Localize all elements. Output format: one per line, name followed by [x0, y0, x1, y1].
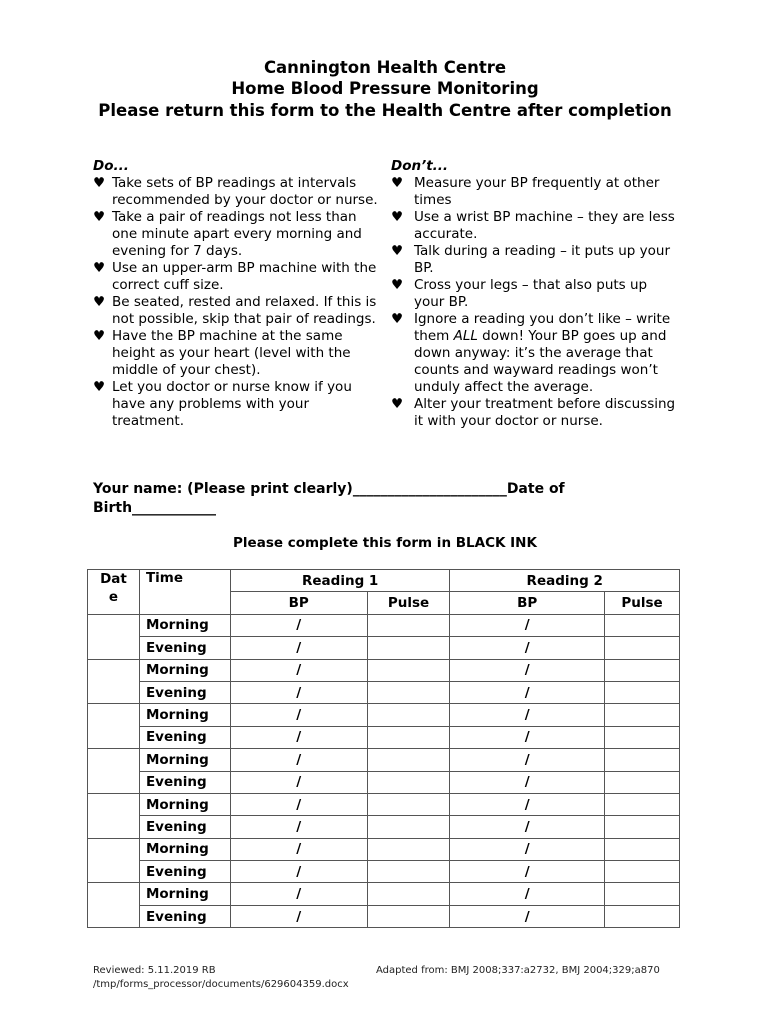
- bp2-cell[interactable]: /: [450, 681, 605, 703]
- do-item: [93, 260, 383, 294]
- heart-icon: ♥: [391, 396, 404, 412]
- table-row: [88, 726, 680, 748]
- bp2-cell[interactable]: /: [450, 771, 605, 793]
- dont-item: [391, 311, 681, 396]
- do-item-text: Let you doctor or nurse know if you have any problems with your treatment.: [112, 379, 352, 429]
- do-item: [93, 328, 383, 379]
- date-cell[interactable]: [88, 838, 140, 883]
- bp1-cell[interactable]: /: [230, 771, 367, 793]
- pulse2-cell[interactable]: [605, 905, 680, 927]
- do-item-text: Take a pair of readings not less than one minute apart every morning and evening for 7 days.: [112, 209, 362, 259]
- pulse1-cell[interactable]: [367, 771, 450, 793]
- pulse1-cell[interactable]: [367, 861, 450, 883]
- date-cell[interactable]: [88, 793, 140, 838]
- heart-icon: ♥: [93, 294, 106, 310]
- bp2-cell[interactable]: /: [450, 749, 605, 771]
- bp2-cell[interactable]: /: [450, 816, 605, 838]
- clinic-name: Cannington Health Centre: [263, 58, 507, 77]
- table-row: [88, 793, 680, 815]
- dont-item-text: Cross your legs – that also puts up your BP.: [414, 277, 648, 310]
- heart-icon: ♥: [93, 175, 106, 191]
- time-cell: Morning: [139, 614, 230, 636]
- bp2-cell[interactable]: /: [450, 659, 605, 681]
- pulse1-cell[interactable]: [367, 816, 450, 838]
- reading2-header: Reading 2: [450, 570, 680, 592]
- form-title: Home Blood Pressure Monitoring: [231, 79, 539, 98]
- bp2-cell[interactable]: /: [450, 614, 605, 636]
- dont-list: [391, 175, 681, 430]
- heart-icon: ♥: [93, 260, 106, 276]
- table-row: [88, 771, 680, 793]
- table-row: [88, 816, 680, 838]
- pulse2-cell[interactable]: [605, 771, 680, 793]
- do-item: [93, 379, 383, 430]
- time-cell: Evening: [139, 726, 230, 748]
- time-cell: Evening: [139, 816, 230, 838]
- pulse1-cell[interactable]: [367, 704, 450, 726]
- time-cell: Morning: [139, 749, 230, 771]
- dont-column: [391, 158, 681, 430]
- bp2-cell[interactable]: /: [450, 793, 605, 815]
- bp1-cell[interactable]: /: [230, 637, 367, 659]
- dont-item: [391, 243, 681, 277]
- time-cell: Morning: [139, 793, 230, 815]
- heart-icon: ♥: [391, 243, 404, 259]
- bp1-cell[interactable]: /: [230, 659, 367, 681]
- dont-item: [391, 209, 681, 243]
- pulse1-cell[interactable]: [367, 726, 450, 748]
- bp1-cell[interactable]: /: [230, 905, 367, 927]
- heart-icon: ♥: [93, 379, 106, 395]
- date-cell[interactable]: [88, 704, 140, 749]
- date-cell[interactable]: [88, 614, 140, 659]
- time-cell: Evening: [139, 861, 230, 883]
- time-cell: Morning: [139, 659, 230, 681]
- pulse2-cell[interactable]: [605, 637, 680, 659]
- table-row: [88, 883, 680, 905]
- table-row: [88, 681, 680, 703]
- heart-icon: ♥: [391, 277, 404, 293]
- pulse2-cell[interactable]: [605, 838, 680, 860]
- table-row: [88, 838, 680, 860]
- dont-item: [391, 277, 681, 311]
- pulse1-cell[interactable]: [367, 637, 450, 659]
- pulse2-header: Pulse: [605, 592, 680, 614]
- bp2-cell[interactable]: /: [450, 726, 605, 748]
- pulse1-cell[interactable]: [367, 793, 450, 815]
- table-row: [88, 659, 680, 681]
- time-cell: Morning: [139, 704, 230, 726]
- do-item: [93, 209, 383, 260]
- source-citation: Adapted from: BMJ 2008;337:a2732, BMJ 2004;329;a870: [376, 965, 660, 976]
- pulse2-cell[interactable]: [605, 726, 680, 748]
- table-row: [88, 704, 680, 726]
- heart-icon: ♥: [93, 328, 106, 344]
- file-path: /tmp/forms_processor/documents/629604359.docx: [93, 979, 349, 990]
- return-instruction: Please return this form to the Health Centre after completion: [98, 101, 672, 120]
- dont-item: [391, 175, 681, 209]
- do-list: [93, 175, 383, 430]
- dont-item-text: Talk during a reading – it puts up your BP.: [414, 243, 671, 276]
- heart-icon: ♥: [93, 209, 106, 225]
- pulse2-cell[interactable]: [605, 681, 680, 703]
- reading1-header: Reading 1: [230, 570, 450, 592]
- bp1-cell[interactable]: /: [230, 726, 367, 748]
- pulse2-cell[interactable]: [605, 816, 680, 838]
- reviewed-note: Reviewed: 5.11.2019 RB: [93, 965, 216, 976]
- date-header: Dat e: [88, 570, 140, 615]
- bp2-header: BP: [450, 592, 605, 614]
- dont-item: [391, 396, 681, 430]
- dont-item-text: Alter your treatment before discussing it with your doctor or nurse.: [414, 396, 676, 429]
- bp2-cell[interactable]: /: [450, 861, 605, 883]
- table-row: [88, 905, 680, 927]
- bp1-cell[interactable]: /: [230, 749, 367, 771]
- time-cell: Morning: [139, 838, 230, 860]
- bp1-cell[interactable]: /: [230, 861, 367, 883]
- table-row: [88, 637, 680, 659]
- do-item-text: Use an upper-arm BP machine with the correct cuff size.: [112, 260, 377, 293]
- bp2-cell[interactable]: /: [450, 838, 605, 860]
- do-item-text: Have the BP machine at the same height as your heart (level with the middle of your chest).: [112, 328, 351, 378]
- bp1-header: BP: [230, 592, 367, 614]
- do-item-text: Take sets of BP readings at intervals recommended by your doctor or nurse.: [112, 175, 378, 208]
- date-cell[interactable]: [88, 749, 140, 794]
- bp2-cell[interactable]: /: [450, 883, 605, 905]
- patient-name-dob-field[interactable]: Your name: (Please print clearly)______________________Date of Birth____________: [93, 481, 565, 516]
- dont-title: Don’t...: [391, 158, 449, 174]
- heart-icon: ♥: [391, 175, 404, 191]
- pulse1-cell[interactable]: [367, 681, 450, 703]
- pulse2-cell[interactable]: [605, 749, 680, 771]
- bp1-cell[interactable]: /: [230, 793, 367, 815]
- time-header: Time: [139, 570, 230, 615]
- do-item-text: Be seated, rested and relaxed. If this is not possible, skip that pair of readings.: [112, 294, 377, 327]
- bp-log-table: [87, 569, 680, 928]
- pulse2-cell[interactable]: [605, 861, 680, 883]
- date-cell[interactable]: [88, 883, 140, 928]
- pulse1-cell[interactable]: [367, 659, 450, 681]
- table-row: [88, 861, 680, 883]
- pulse2-cell[interactable]: [605, 883, 680, 905]
- pulse2-cell[interactable]: [605, 614, 680, 636]
- bp1-cell[interactable]: /: [230, 838, 367, 860]
- bp2-cell[interactable]: /: [450, 637, 605, 659]
- table-row: [88, 614, 680, 636]
- bp1-cell[interactable]: /: [230, 883, 367, 905]
- pulse2-cell[interactable]: [605, 704, 680, 726]
- heart-icon: ♥: [391, 209, 404, 225]
- do-item: [93, 294, 383, 328]
- pulse1-cell[interactable]: [367, 905, 450, 927]
- time-cell: Evening: [139, 637, 230, 659]
- table-row: [88, 749, 680, 771]
- pulse1-cell[interactable]: [367, 749, 450, 771]
- bp1-cell[interactable]: /: [230, 816, 367, 838]
- pulse1-header: Pulse: [367, 592, 450, 614]
- bp2-cell[interactable]: /: [450, 704, 605, 726]
- bp1-cell[interactable]: /: [230, 704, 367, 726]
- dont-item-text: Use a wrist BP machine – they are less accurate.: [414, 209, 675, 242]
- pulse2-cell[interactable]: [605, 793, 680, 815]
- bp2-cell[interactable]: /: [450, 905, 605, 927]
- pulse1-cell[interactable]: [367, 838, 450, 860]
- bp1-cell[interactable]: /: [230, 614, 367, 636]
- do-column: [93, 158, 383, 430]
- dont-item-text: Measure your BP frequently at other times: [414, 175, 660, 208]
- footer-right: [376, 964, 660, 978]
- pulse1-cell[interactable]: [367, 614, 450, 636]
- black-ink-note: Please complete this form in BLACK INK: [233, 535, 537, 551]
- do-title: Do...: [93, 158, 129, 174]
- form-header: [60, 57, 710, 122]
- time-cell: Evening: [139, 681, 230, 703]
- dont-item-text: Ignore a reading you don’t like – write them ALL down! Your BP goes up and down anyway: it’s the average that counts and wayward readings won’t unduly affect the average.: [414, 311, 671, 395]
- date-cell[interactable]: [88, 659, 140, 704]
- time-cell: Evening: [139, 905, 230, 927]
- time-cell: Evening: [139, 771, 230, 793]
- do-item: [93, 175, 383, 209]
- pulse2-cell[interactable]: [605, 659, 680, 681]
- heart-icon: ♥: [391, 311, 404, 327]
- bp1-cell[interactable]: /: [230, 681, 367, 703]
- time-cell: Morning: [139, 883, 230, 905]
- footer-left: [93, 964, 349, 992]
- pulse1-cell[interactable]: [367, 883, 450, 905]
